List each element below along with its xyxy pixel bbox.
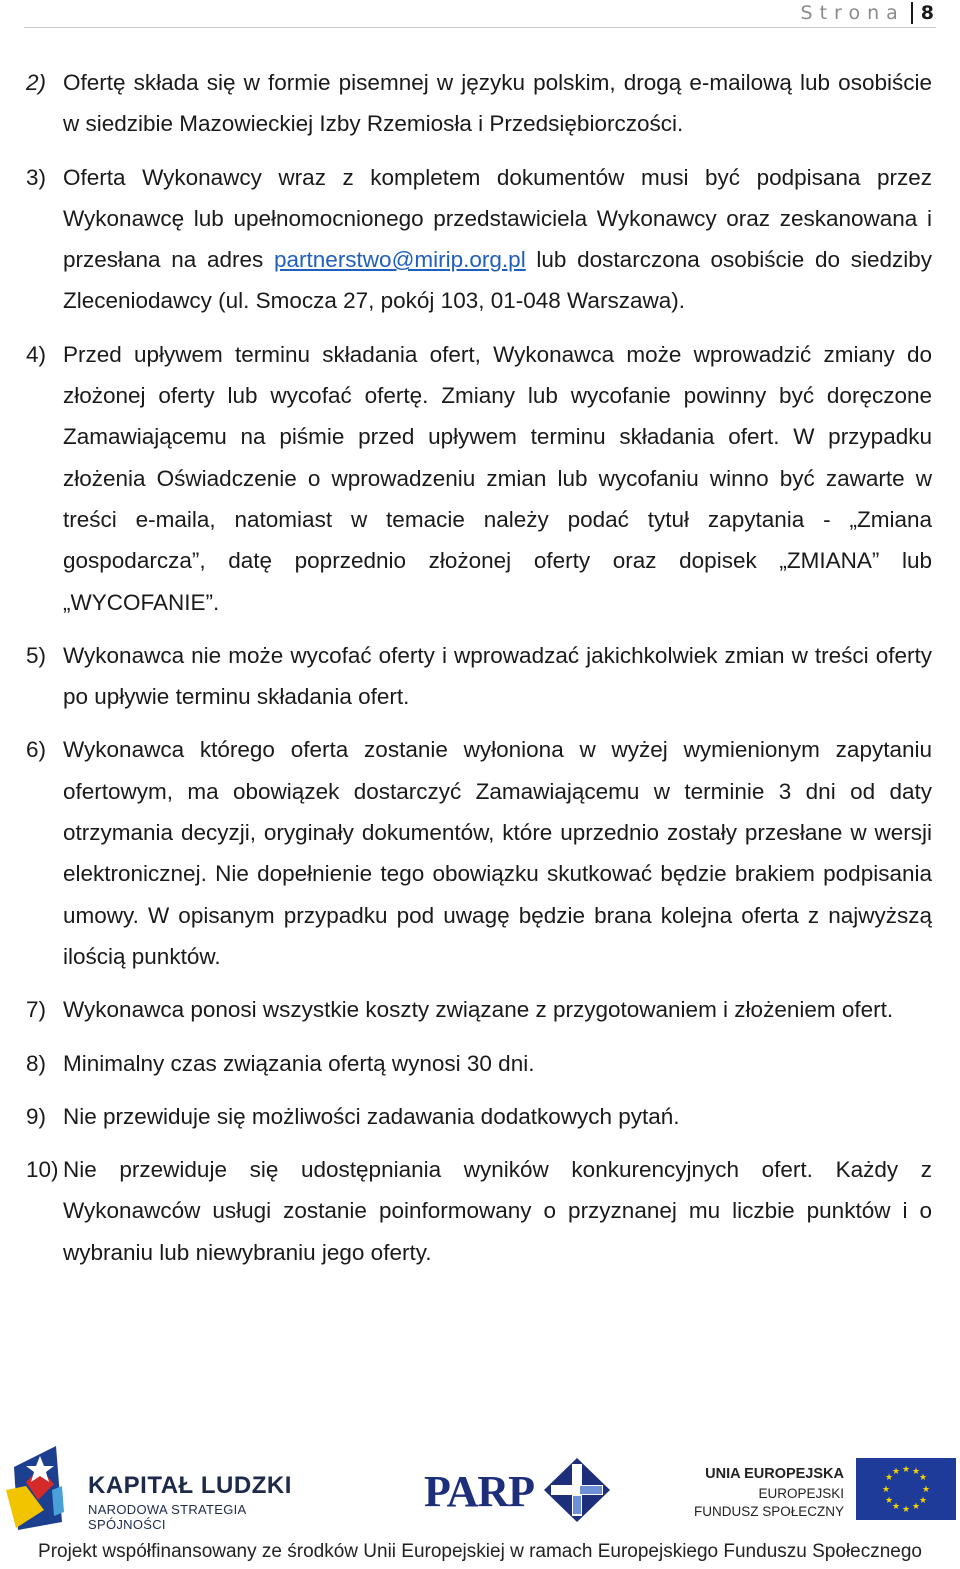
- svg-text:★: ★: [911, 1467, 921, 1477]
- page-number: 8: [911, 2, 934, 24]
- list-item-7: [26, 989, 932, 1030]
- item-text: Ofertę składa się w formie pisemnej w języku polskim, drogą e-mailową lub osobiście w siedzibie Mazowieckiej Izby Rzemiosła i Przedsiębiorczości.: [63, 70, 932, 137]
- svg-text:★: ★: [911, 1502, 921, 1512]
- parp-logo: [420, 1452, 620, 1527]
- item-number: 6): [26, 737, 47, 763]
- item-number: 4): [26, 341, 47, 367]
- list-item-6: [26, 729, 932, 977]
- item-number: 10): [26, 1157, 59, 1183]
- item-text: [63, 157, 932, 322]
- item-text: Wykonawca którego oferta zostanie wyłoniona w wyżej wymienionym zapytaniu ofertowym, ma obowiązek dostarczyć Zamawiającemu w terminie 3 dni od daty otrzymania decyzji, oryginały dokumentów, które uprzednio zostały przesłane w wersji elektronicznej. Nie dopełnienie tego obowiązku skutkować będzie brakiem podpisania umowy. W opisanym przypadku pod uwagę będzie brana kolejna oferta z najwyższą ilością punktów.: [63, 737, 932, 969]
- item-text: Wykonawca ponosi wszystkie koszty związane z przygotowaniem i złożeniem ofert.: [63, 997, 894, 1023]
- header-divider: [24, 27, 936, 28]
- kapital-ludzki-emblem-icon: [4, 1442, 84, 1532]
- eu-line-3: FUNDUSZ SPOŁECZNY: [693, 1504, 844, 1519]
- list-item-2: [26, 62, 932, 145]
- item-text-after: lub dostarczona osobiście do siedziby Zleceniodawcy (ul. Smocza 27, pokój 103, 01-048 Warszawa).: [63, 247, 932, 314]
- parp-emblem-icon: [542, 1456, 612, 1524]
- item-text: Wykonawca nie może wycofać oferty i wprowadzać jakichkolwiek zmian w treści oferty po upływie terminu składania ofert.: [63, 642, 932, 710]
- footer-logos: [0, 1440, 960, 1535]
- kapital-ludzki-subtitle: NARODOWA STRATEGIA SPÓJNOŚCI: [88, 1502, 246, 1532]
- item-text: Minimalny czas związania ofertą wynosi 30 dni.: [63, 1050, 535, 1076]
- list-item-9: [26, 1096, 932, 1137]
- list-item-4: [26, 334, 932, 623]
- svg-text:★: ★: [884, 1496, 894, 1506]
- item-number: 2): [26, 70, 47, 95]
- svg-text:★: ★: [918, 1473, 928, 1483]
- item-text: Nie przewiduje się możliwości zadawania dodatkowych pytań.: [63, 1103, 680, 1129]
- funding-footer: Projekt współfinansowany ze środków Unii Europejskiej w ramach Europejskiego Funduszu Społecznego: [38, 1541, 922, 1562]
- svg-text:★: ★: [901, 1505, 911, 1515]
- item-number: 7): [26, 997, 47, 1023]
- page-label: Strona: [800, 2, 905, 24]
- list-item-10: [26, 1149, 932, 1273]
- item-number: 8): [26, 1050, 47, 1076]
- kapital-ludzki-title: KAPITAŁ LUDZKI: [88, 1472, 292, 1499]
- item-text: Nie przewiduje się udostępniania wyników konkurencyjnych ofert. Każdy z Wykonawców usługi zostanie poinformowany o przyznanej mu liczbie punktów i o wybraniu lub niewybraniu jego oferty.: [63, 1157, 932, 1265]
- parp-wordmark: PARP: [424, 1467, 535, 1516]
- eu-logo: [693, 1458, 958, 1536]
- list-item-3: [26, 157, 932, 322]
- kapital-ludzki-logo: [4, 1442, 304, 1532]
- list-item-5: [26, 635, 932, 718]
- svg-text:★: ★: [901, 1465, 911, 1475]
- eu-line-2: EUROPEJSKI: [758, 1486, 844, 1501]
- item-number: 5): [26, 642, 47, 668]
- svg-text:★: ★: [918, 1496, 928, 1506]
- page-header: [801, 0, 934, 26]
- item-number: 3): [26, 164, 47, 190]
- eu-line-1: UNIA EUROPEJSKA: [705, 1466, 844, 1482]
- email-link[interactable]: partnerstwo@mirip.org.pl: [274, 247, 526, 273]
- item-text: Przed upływem terminu składania ofert, Wykonawca może wprowadzić zmiany do złożonej oferty lub wycofać ofertę. Zmiany lub wycofanie powinny być doręczone Zamawiającemu na piśmie przed upływem terminu składania ofert. W przypadku złożenia Oświadczenie o wprowadzeniu zmian lub wycofaniu winno być zawarte w treści e-maila, natomiast w temacie należy podać tytuł zapytania - „Zmiana gospodarcza”, datę poprzednio złożonej oferty oraz dopisek „ZMIANA” lub „WYCOFANIE”.: [63, 341, 932, 615]
- eu-flag-icon: [856, 1458, 956, 1520]
- svg-text:★: ★: [884, 1473, 894, 1483]
- document-body: [26, 62, 932, 1285]
- item-number: 9): [26, 1103, 47, 1129]
- svg-text:★: ★: [921, 1485, 931, 1495]
- svg-text:★: ★: [891, 1467, 901, 1477]
- item-text-before: Oferta Wykonawcy wraz z kompletem dokumentów musi być podpisana przez Wykonawcę lub upełnomocnionego przedstawiciela Wykonawcy oraz zeskanowana i przesłana na adres: [63, 164, 932, 273]
- list-item-8: [26, 1043, 932, 1084]
- svg-text:★: ★: [881, 1485, 891, 1495]
- svg-text:★: ★: [891, 1502, 901, 1512]
